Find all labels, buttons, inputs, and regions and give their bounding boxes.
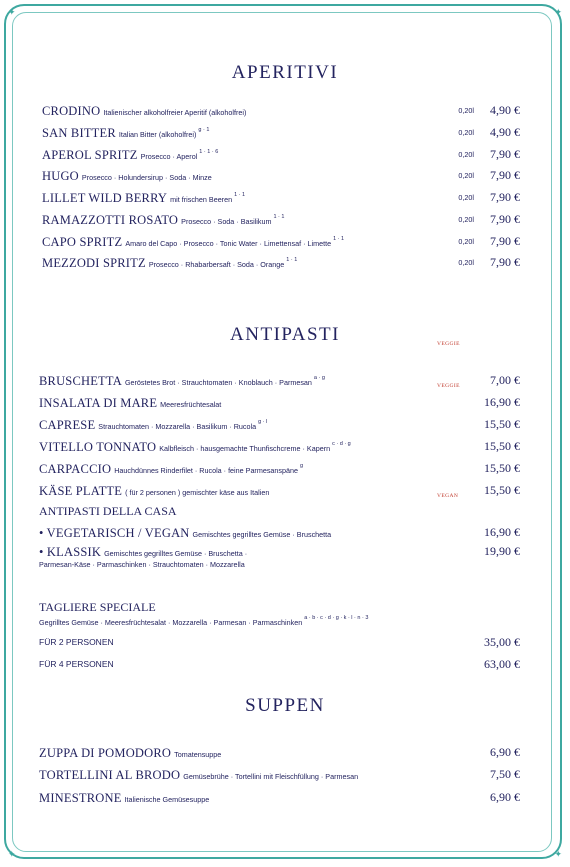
item-price: 7,00 € [490, 373, 520, 387]
item-description-continued: Parmesan-Käse · Parmaschinken · Strauchtomaten · Mozzarella [39, 560, 245, 569]
item-price: 7,90 € [490, 190, 520, 204]
item-price: 7,90 € [490, 234, 520, 248]
item-name: CAPO SPRITZ [42, 235, 123, 249]
item-price: 6,90 € [490, 790, 520, 804]
menu-item [39, 543, 520, 559]
item-price: 16,90 € [484, 525, 520, 539]
menu-item [42, 146, 520, 162]
item-description: ( für 2 personen ) gemischter käse aus Italien [125, 488, 270, 497]
menu-item [42, 254, 520, 270]
item-price: 7,90 € [490, 147, 520, 161]
della-casa-title: ANTIPASTI DELLA CASA [39, 504, 177, 518]
item-volume: 0,20l [458, 171, 474, 180]
item-name: RAMAZZOTTI ROSATO [42, 213, 179, 227]
item-name: CAPRESE [39, 418, 96, 432]
item-price: 7,90 € [490, 212, 520, 226]
item-volume: 0,20l [458, 215, 474, 224]
corner-ornament-icon: ✦ [554, 849, 562, 859]
item-name: APEROL SPRITZ [42, 148, 138, 162]
item-description: Gemischtes gegrilltes Gemüse · Bruschetta [192, 530, 332, 539]
item-price: 19,90 € [484, 544, 520, 558]
item-description: Prosecco · Holundersirup · Soda · Minze [81, 173, 212, 182]
person-label: FÜR 4 PERSONEN [39, 659, 114, 669]
item-price: 15,50 € [484, 439, 520, 453]
item-description: Tomatensuppe [174, 750, 222, 759]
allergen-codes: g · 1 [198, 127, 210, 133]
item-description: Italian Bitter (alkoholfrei) [118, 130, 197, 139]
person-price: 35,00 € [484, 635, 520, 649]
item-price: 6,90 € [490, 745, 520, 759]
item-description: Meeresfrüchtesalat [160, 400, 222, 409]
item-description: Italienische Gemüsesuppe [124, 795, 210, 804]
section-title-aperitivi: APERITIVI [231, 62, 339, 83]
allergen-codes: 1 · 1 [333, 236, 345, 242]
menu-item [39, 766, 520, 782]
allergen-codes: 1 · 1 [273, 214, 285, 220]
item-description: Hauchdünnes Rinderfilet · Rucola · feine Parmesanspäne [114, 466, 298, 475]
menu-item [39, 460, 520, 476]
tagliere-description [39, 615, 368, 627]
item-description: Gemischtes gegrilltes Gemüse · Bruschetta · [104, 549, 248, 558]
item-name: SAN BITTER [42, 126, 116, 140]
allergen-codes: a · g [313, 375, 325, 381]
allergen-codes: g · l [258, 419, 268, 425]
item-description: Geröstetes Brot · Strauchtomaten · Knoblauch · Parmesan [124, 378, 312, 387]
item-price: 7,50 € [490, 767, 520, 781]
menu-item [42, 124, 520, 140]
item-price: 16,90 € [484, 395, 520, 409]
item-price: 15,50 € [484, 417, 520, 431]
person-label: FÜR 2 PERSONEN [39, 637, 114, 647]
item-description: Amaro del Capo · Prosecco · Tonic Water · Limettensaf · Limette [125, 239, 332, 248]
tagliere-for-4 [39, 659, 520, 673]
allergen-codes: g [300, 463, 304, 469]
menu-item [39, 482, 520, 498]
item-name: TORTELLINI AL BRODO [39, 768, 181, 782]
allergen-codes: 1 · 1 [234, 192, 246, 198]
corner-ornament-icon: ✦ [8, 7, 16, 17]
item-price: 4,90 € [490, 103, 520, 117]
item-price: 15,50 € [484, 483, 520, 497]
item-volume: 0,20l [458, 106, 474, 115]
veggie-tag: VEGGIE [437, 341, 460, 347]
corner-ornament-icon: ✦ [8, 849, 16, 859]
item-volume: 0,20l [458, 258, 474, 267]
item-name: INSALATA DI MARE [39, 396, 158, 410]
item-name: CRODINO [42, 104, 101, 118]
item-description: Prosecco · Rhabarbersaft · Soda · Orange [148, 260, 285, 269]
menu-item [39, 416, 520, 432]
item-volume: 0,20l [458, 128, 474, 137]
item-description: Prosecco · Soda · Basilikum [181, 217, 272, 226]
tagliere-desc-text: Gegrilltes Gemüse · Meeresfrüchtesalat · Mozzarella · Parmesan · Parmaschinken [39, 618, 303, 627]
menu-item [39, 524, 520, 540]
tagliere-for-2 [39, 637, 520, 651]
section-title-antipasti: ANTIPASTI [230, 324, 340, 345]
menu-item [42, 233, 520, 249]
menu-item [39, 394, 520, 410]
item-description: Prosecco · Aperol [140, 152, 198, 161]
allergen-codes: c · d · g [332, 441, 351, 447]
menu-item [42, 189, 520, 205]
item-description: mit frischen Beeren [170, 195, 233, 204]
menu-item [39, 372, 520, 388]
item-name: • KLASSIK [39, 545, 102, 559]
item-volume: 0,20l [458, 150, 474, 159]
menu-item [42, 167, 520, 183]
tagliere-title: TAGLIERE SPECIALE [39, 600, 156, 614]
item-description: Italienischer alkoholfreier Aperitif (alkoholfrei) [103, 108, 247, 117]
item-description: Kalbfleisch · hausgemachte Thunfischcreme · Kapern [159, 444, 331, 453]
item-description: Gemüsebrühe · Tortellini mit Fleischfüllung · Parmesan [183, 772, 359, 781]
item-name: KÄSE PLATTE [39, 484, 123, 498]
item-volume: 0,20l [458, 237, 474, 246]
item-name: HUGO [42, 169, 79, 183]
vegan-tag: VEGAN [437, 493, 459, 499]
corner-ornament-icon: ✦ [554, 7, 562, 17]
menu-item [42, 211, 520, 227]
item-name: ZUPPA DI POMODORO [39, 746, 172, 760]
allergen-codes: a · b · c · d · g · k · l · n · 3 [304, 615, 369, 621]
menu-item [42, 102, 520, 118]
menu-item [39, 789, 520, 805]
item-name: LILLET WILD BERRY [42, 191, 168, 205]
allergen-codes: 1 · 1 · 6 [199, 149, 219, 155]
item-name: MEZZODI SPRITZ [42, 256, 146, 270]
menu-item [39, 438, 520, 454]
item-name: • VEGETARISCH / VEGAN [39, 526, 190, 540]
item-price: 15,50 € [484, 461, 520, 475]
item-name: VITELLO TONNATO [39, 440, 157, 454]
item-volume: 0,20l [458, 193, 474, 202]
section-title-suppen: SUPPEN [245, 695, 325, 716]
menu-item [39, 744, 520, 760]
item-name: CARPACCIO [39, 462, 112, 476]
item-price: 7,90 € [490, 168, 520, 182]
item-price: 7,90 € [490, 255, 520, 269]
item-name: MINESTRONE [39, 791, 122, 805]
veggie-tag: VEGGIE [437, 383, 460, 389]
item-description: Strauchtomaten · Mozzarella · Basilikum · Rucola [98, 422, 257, 431]
item-name: BRUSCHETTA [39, 374, 122, 388]
item-price: 4,90 € [490, 125, 520, 139]
person-price: 63,00 € [484, 657, 520, 671]
allergen-codes: 1 · 1 [286, 257, 298, 263]
